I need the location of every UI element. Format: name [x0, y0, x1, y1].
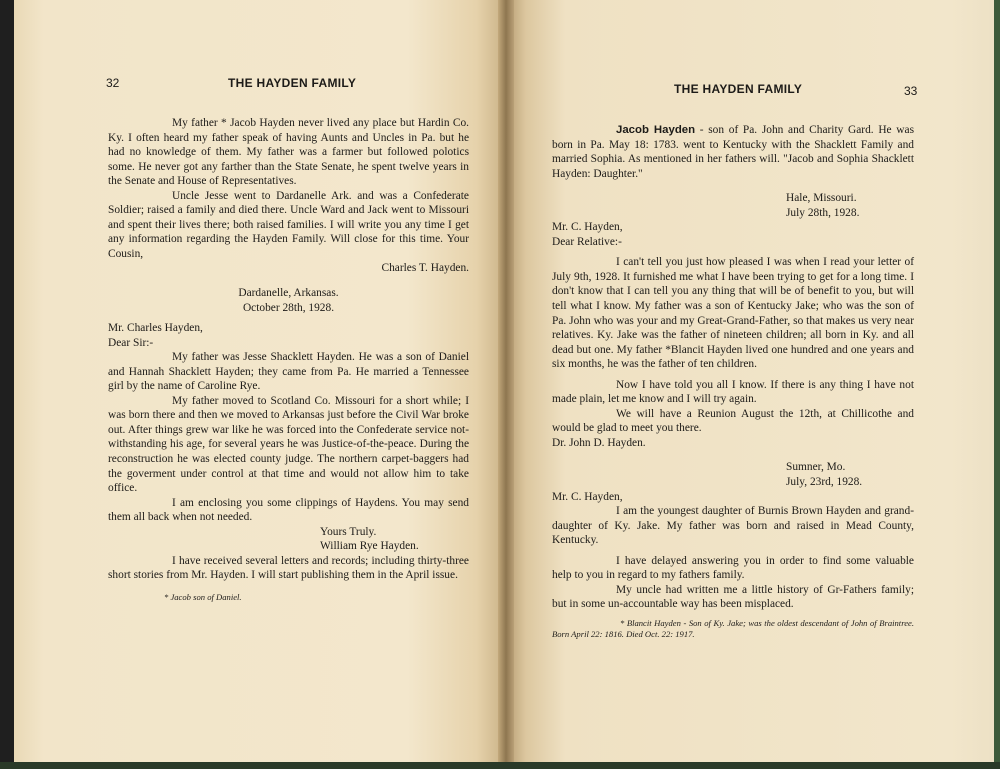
- page-number: 32: [106, 76, 120, 90]
- footnote: * Blancit Hayden - Son of Ky. Jake; was the oldest descendant of John of Braintree. Born April 22: 1816. Died Oct. 22: 1917.: [552, 617, 914, 639]
- editor-note: I have received several letters and records; including thirty-three short stories from Mr. Hayden. I will start publishing them in the April issue.: [108, 554, 469, 582]
- letter4-date: July, 23rd, 1928.: [786, 476, 863, 489]
- intro-paragraph: [552, 123, 914, 181]
- cover-bottom-edge: [0, 762, 1000, 769]
- right-page: [506, 0, 1000, 762]
- letter4-place: Sumner, Mo.: [786, 461, 846, 474]
- letter4-paragraph: I have delayed answering you in order to find some valuable help to you in regard to my fathers family.: [552, 554, 914, 582]
- intro-name: Jacob Hayden: [616, 124, 696, 136]
- letter3-signature: Dr. John D. Hayden.: [552, 436, 646, 449]
- intro-text: - son of Pa. John and Charity Gard. He was born in Pa. May 18: 1783. went to Kentucky with the Shacklett Family and married Sophia. As mentioned in her fathers will. "Jacob and Sophia Shacklett Hayden: Daughter.": [552, 124, 914, 180]
- letter2-salutation: Dear Sir:-: [108, 336, 154, 349]
- letter4-paragraph: My uncle had written me a little history of Gr-Fathers family; but in some un-accountable way has been misplaced.: [552, 583, 914, 611]
- letter2-date: October 28th, 1928.: [242, 301, 335, 314]
- letter1-signature: Charles T. Hayden.: [381, 262, 469, 275]
- letter2-paragraph: My father moved to Scotland Co. Missouri for a short while; I was born there and then we moved to Arkansas just before the Civil War broke out. After things grew war like he was forced into the Confederate service not-withstanding his age, for several years he was Justice-of-the-peace. During the reconstruction he was elected county judge. The northern carpet-baggers had the goverment under control at that time and would not allow him to take office.: [108, 394, 469, 495]
- running-header: THE HAYDEN FAMILY: [228, 76, 357, 90]
- letter3-date: July 28th, 1928.: [786, 206, 860, 219]
- letter2-paragraph: I am enclosing you some clippings of Haydens. You may send them all back when not needed.: [108, 496, 469, 524]
- letter1-paragraph: My father * Jacob Hayden never lived any place but Hardin Co. Ky. I often heard my father speak of having Aunts and Uncles in Pa. but he had no knowledge of them. My father was a farmer but followed polotics some. He never got any farther than the State Senate, he spent twelve years in the Senate and House of Representatives.: [108, 117, 469, 188]
- letter3-place: Hale, Missouri.: [786, 192, 857, 205]
- letter3-addressee: Mr. C. Hayden,: [552, 221, 623, 234]
- letter2-closing: Yours Truly.: [320, 525, 377, 538]
- letter4-paragraph: I am the youngest daughter of Burnis Brown Hayden and grand-daughter of Ky. Jake. My father was born and raised in Mead County, Kentucky.: [552, 505, 914, 547]
- book-gutter: [498, 0, 514, 762]
- letter3-paragraph: We will have a Reunion August the 12th, at Chillicothe and would be glad to meet you there.: [552, 407, 914, 435]
- footnote: * Jacob son of Daniel.: [164, 591, 242, 602]
- left-text-column: [108, 116, 469, 603]
- running-header: THE HAYDEN FAMILY: [674, 82, 803, 96]
- cover-edge: [994, 0, 1000, 762]
- letter2-place: Dardanelle, Arkansas.: [238, 287, 339, 300]
- letter3-paragraph: Now I have told you all I know. If there is any thing I have not made plain, let me know and I will try again.: [552, 378, 914, 406]
- letter3-paragraph: I can't tell you just how pleased I was when I read your letter of July 9th, 1928. It furnished me what I have been trying to get for a long time. I don't know that I can tell you any thing that will be of benefit to you, but will tell what I know. My father was a son of Kentucky Jake; who was the son of Pa. John who was your and my Great-Grand-Father, so that makes us very near relatives. Ky. Jake was the father of nineteen children; all born in Ky. and all dead but one. My father *Blancit Hayden lived one hundred and one years and six months, he was the father of ten children.: [552, 256, 914, 371]
- letter2-paragraph: My father was Jesse Shacklett Hayden. He was a son of Daniel and Hannah Shacklett Hayden; they came from Pa. He married a Tennessee girl by the name of Caroline Rye.: [108, 351, 469, 393]
- letter1-paragraph: Uncle Jesse went to Dardanelle Ark. and was a Confederate Soldier; raised a family and died there. Uncle Ward and Jack went to Missouri and spent their lives there; both raised families. I will write you any time I get any information regarding the Hayden Family. Will close for this time. Your Cousin,: [108, 189, 469, 260]
- letter2-signature: William Rye Hayden.: [320, 540, 419, 553]
- left-page: [14, 0, 506, 762]
- letter3-salutation: Dear Relative:-: [552, 235, 622, 248]
- page-number: 33: [904, 84, 918, 98]
- letter4-addressee: Mr. C. Hayden,: [552, 490, 623, 503]
- letter2-addressee: Mr. Charles Hayden,: [108, 322, 203, 335]
- right-text-column: [552, 123, 914, 640]
